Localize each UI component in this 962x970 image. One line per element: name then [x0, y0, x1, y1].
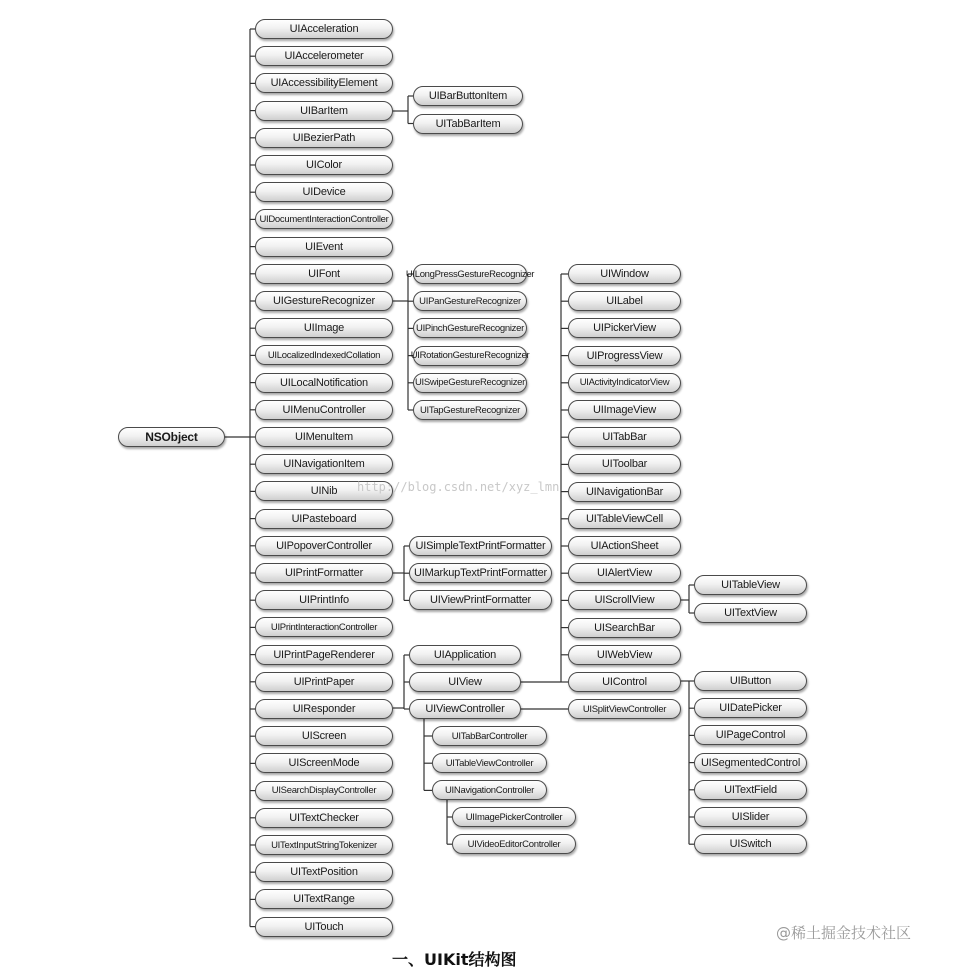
class-node-ui-activity-indicator-view: UIActivityIndicatorView — [568, 373, 681, 393]
class-node-ui-table-view: UITableView — [694, 575, 807, 595]
class-node-ui-accelerometer: UIAccelerometer — [255, 46, 393, 66]
class-node-ui-accessibility-element: UIAccessibilityElement — [255, 73, 393, 93]
class-node-ui-video-editor-controller: UIVideoEditorController — [452, 834, 576, 854]
class-node-ui-acceleration: UIAcceleration — [255, 19, 393, 39]
class-node-ui-slider: UISlider — [694, 807, 807, 827]
figure-caption: 一、UIKit结构图 — [392, 950, 517, 969]
class-node-ui-navigation-bar: UINavigationBar — [568, 482, 681, 502]
class-node-ui-action-sheet: UIActionSheet — [568, 536, 681, 556]
class-node-ui-tab-bar-controller: UITabBarController — [432, 726, 547, 746]
watermark-url: http://blog.csdn.net/xyz_lmn — [357, 480, 560, 494]
class-node-ui-print-formatter: UIPrintFormatter — [255, 563, 393, 583]
class-node-ui-menu-controller: UIMenuController — [255, 400, 393, 420]
class-node-ui-split-view-controller: UISplitViewController — [568, 699, 681, 719]
class-node-ui-responder: UIResponder — [255, 699, 393, 719]
class-node-ui-application: UIApplication — [409, 645, 521, 665]
class-node-ui-print-info: UIPrintInfo — [255, 590, 393, 610]
class-node-ui-menu-item: UIMenuItem — [255, 427, 393, 447]
class-node-ui-button: UIButton — [694, 671, 807, 691]
class-node-ui-pinch-gesture-recognizer: UIPinchGestureRecognizer — [413, 318, 527, 338]
class-node-ui-touch: UITouch — [255, 917, 393, 937]
class-node-ui-tab-bar-item: UITabBarItem — [413, 114, 523, 134]
class-node-ui-image-view: UIImageView — [568, 400, 681, 420]
class-node-ui-web-view: UIWebView — [568, 645, 681, 665]
class-node-ui-view-print-formatter: UIViewPrintFormatter — [409, 590, 552, 610]
class-node-ui-bezier-path: UIBezierPath — [255, 128, 393, 148]
class-node-ui-document-interaction-controller: UIDocumentInteractionController — [255, 209, 393, 229]
class-node-ui-label: UILabel — [568, 291, 681, 311]
class-node-ui-window: UIWindow — [568, 264, 681, 284]
class-node-ui-pan-gesture-recognizer: UIPanGestureRecognizer — [413, 291, 527, 311]
class-node-ui-popover-controller: UIPopoverController — [255, 536, 393, 556]
class-node-ui-long-press-gesture-recognizer: UILongPressGestureRecognizer — [413, 264, 527, 284]
class-node-ui-toolbar: UIToolbar — [568, 454, 681, 474]
class-node-ui-print-paper: UIPrintPaper — [255, 672, 393, 692]
class-node-ui-text-position: UITextPosition — [255, 862, 393, 882]
class-node-ui-tab-bar: UITabBar — [568, 427, 681, 447]
class-node-ui-text-field: UITextField — [694, 780, 807, 800]
class-node-ui-text-checker: UITextChecker — [255, 808, 393, 828]
class-node-ui-text-input-string-tokenizer: UITextInputStringTokenizer — [255, 835, 393, 855]
class-node-ns-object: NSObject — [118, 427, 225, 447]
class-node-ui-print-page-renderer: UIPrintPageRenderer — [255, 645, 393, 665]
class-node-ui-print-interaction-controller: UIPrintInteractionController — [255, 617, 393, 637]
class-node-ui-bar-button-item: UIBarButtonItem — [413, 86, 523, 106]
class-node-ui-image: UIImage — [255, 318, 393, 338]
class-node-ui-search-bar: UISearchBar — [568, 618, 681, 638]
class-node-ui-tap-gesture-recognizer: UITapGestureRecognizer — [413, 400, 527, 420]
class-node-ui-view-controller: UIViewController — [409, 699, 521, 719]
class-node-ui-navigation-item: UINavigationItem — [255, 454, 393, 474]
class-node-ui-simple-text-print-formatter: UISimpleTextPrintFormatter — [409, 536, 552, 556]
class-node-ui-scroll-view: UIScrollView — [568, 590, 681, 610]
class-node-ui-color: UIColor — [255, 155, 393, 175]
class-node-ui-search-display-controller: UISearchDisplayController — [255, 781, 393, 801]
class-node-ui-markup-text-print-formatter: UIMarkupTextPrintFormatter — [409, 563, 552, 583]
source-credit: @稀土掘金技术社区 — [776, 924, 912, 942]
class-node-ui-picker-view: UIPickerView — [568, 318, 681, 338]
class-node-ui-table-view-cell: UITableViewCell — [568, 509, 681, 529]
class-node-ui-swipe-gesture-recognizer: UISwipeGestureRecognizer — [413, 373, 527, 393]
class-node-ui-table-view-controller: UITableViewController — [432, 753, 547, 773]
class-node-ui-image-picker-controller: UIImagePickerController — [452, 807, 576, 827]
class-node-ui-pasteboard: UIPasteboard — [255, 509, 393, 529]
class-node-ui-local-notification: UILocalNotification — [255, 373, 393, 393]
class-node-ui-bar-item: UIBarItem — [255, 101, 393, 121]
class-node-ui-view: UIView — [409, 672, 521, 692]
class-node-ui-switch: UISwitch — [694, 834, 807, 854]
class-node-ui-gesture-recognizer: UIGestureRecognizer — [255, 291, 393, 311]
class-node-ui-screen-mode: UIScreenMode — [255, 753, 393, 773]
class-node-ui-segmented-control: UISegmentedControl — [694, 753, 807, 773]
class-node-ui-alert-view: UIAlertView — [568, 563, 681, 583]
class-node-ui-nib: UINib — [255, 481, 393, 501]
class-node-ui-rotation-gesture-recognizer: UIRotationGestureRecognizer — [413, 346, 527, 366]
class-node-ui-device: UIDevice — [255, 182, 393, 202]
class-node-ui-text-range: UITextRange — [255, 889, 393, 909]
class-node-ui-text-view: UITextView — [694, 603, 807, 623]
class-node-ui-control: UIControl — [568, 672, 681, 692]
class-node-ui-font: UIFont — [255, 264, 393, 284]
class-node-ui-page-control: UIPageControl — [694, 725, 807, 745]
class-node-ui-progress-view: UIProgressView — [568, 346, 681, 366]
class-node-ui-localized-indexed-collation: UILocalizedIndexedCollation — [255, 345, 393, 365]
class-node-ui-screen: UIScreen — [255, 726, 393, 746]
class-node-ui-date-picker: UIDatePicker — [694, 698, 807, 718]
class-node-ui-navigation-controller: UINavigationController — [432, 780, 547, 800]
class-node-ui-event: UIEvent — [255, 237, 393, 257]
